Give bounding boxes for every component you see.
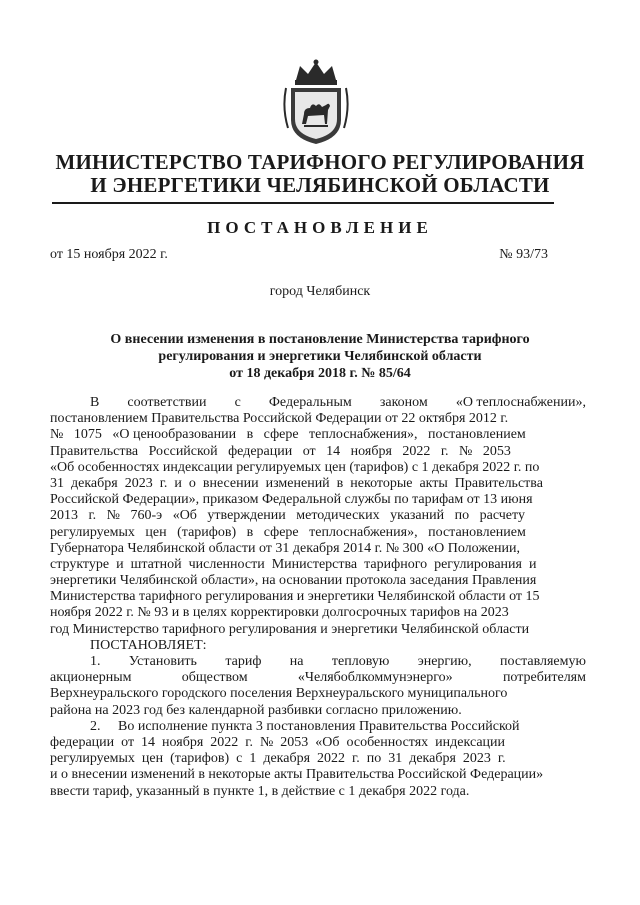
paragraph-1-line: Правительства Российской федерации от 14 ноября 2022 г. № 2053 bbox=[50, 443, 511, 459]
paragraph-1-line: структуре и штатной численности Министерства тарифного регулирования и bbox=[50, 556, 537, 572]
document-title bbox=[80, 331, 560, 382]
document-body bbox=[50, 395, 586, 800]
item-1-line: Верхнеуральского городского поселения Верхнеуральского муниципального bbox=[50, 686, 508, 702]
word: на bbox=[289, 654, 304, 669]
item-2-first-line: 2. Во исполнение пункта 3 постановления Правительства Российской bbox=[90, 718, 520, 734]
paragraph-1-line: энергетики Челябинской области», на основании протокола заседания Правления bbox=[50, 573, 537, 589]
paragraph-1-line: 31 декабря 2023 г. и о внесении изменений в некоторые акты Правительства bbox=[50, 475, 543, 491]
word: соответствии bbox=[127, 395, 207, 410]
title-line: от 18 декабря 2018 г. № 85/64 bbox=[229, 366, 411, 381]
paragraph-1-line: постановлением Правительства Российской Федерации от 22 октября 2012 г. bbox=[50, 411, 509, 427]
paragraph-1-line: регулируемых цен (тарифов) в сфере теплоснабжения», постановлением bbox=[50, 524, 526, 540]
ministry-name-line2: И ЭНЕРГЕТИКИ ЧЕЛЯБИНСКОЙ ОБЛАСТИ bbox=[90, 173, 550, 197]
word: акционерным bbox=[50, 670, 132, 686]
coat-of-arms-icon bbox=[282, 58, 350, 146]
item-2-line: регулируемых цен (тарифов) с 1 декабря 2022 г. по 31 декабря 2023 г. bbox=[50, 751, 506, 767]
paragraph-1-line: «Об особенностях индексации регулируемых цен (тарифов) с 1 декабря 2022 г. по bbox=[50, 459, 540, 475]
word: «О теплоснабжении», bbox=[455, 395, 586, 410]
header-divider bbox=[52, 202, 554, 204]
word: Установить bbox=[128, 654, 197, 669]
resolves-heading: ПОСТАНОВЛЯЕТ: bbox=[90, 637, 207, 653]
paragraph-1-line: ноября 2022 г. № 93 и в целях корректировки долгосрочных тарифов на 2023 bbox=[50, 605, 509, 621]
word: тариф bbox=[225, 654, 262, 669]
document-date: от 15 ноября 2022 г. bbox=[50, 247, 168, 262]
ministry-name-line1: МИНИСТЕРСТВО ТАРИФНОГО РЕГУЛИРОВАНИЯ bbox=[55, 150, 585, 174]
word: 1. bbox=[90, 654, 101, 669]
word: поставляемую bbox=[500, 654, 586, 669]
item-2-line: и о внесении изменений в некоторые акты Правительства Российской Федерации» bbox=[50, 767, 544, 783]
document-type: ПОСТАНОВЛЕНИЕ bbox=[207, 218, 433, 237]
word: с bbox=[234, 395, 241, 410]
word: законом bbox=[379, 395, 428, 410]
word: обществом bbox=[181, 670, 248, 686]
word: энергию, bbox=[417, 654, 472, 669]
word: Федеральным bbox=[268, 395, 352, 410]
word: В bbox=[90, 395, 100, 410]
word: потребителям bbox=[502, 670, 586, 686]
item-2-line: ввести тариф, указанный в пункте 1, в действие с 1 декабря 2022 года. bbox=[50, 783, 470, 799]
word: тепловую bbox=[331, 654, 390, 669]
item-1-line: района на 2023 год без календарной разбивки согласно приложению. bbox=[50, 702, 462, 718]
paragraph-1-line: № 1075 «О ценообразовании в сфере теплоснабжения», постановлением bbox=[50, 427, 526, 443]
paragraph-1-line: Министерства тарифного регулирования и энергетики Челябинской области от 15 bbox=[50, 589, 540, 605]
title-line: регулирования и энергетики Челябинской области bbox=[158, 349, 482, 364]
document-city: город Челябинск bbox=[269, 284, 371, 299]
item-1-first-line bbox=[50, 654, 586, 670]
paragraph-1-line: Российской Федерации», приказом Федеральной службы по тарифам от 13 июня bbox=[50, 492, 533, 508]
paragraph-1-line: 2013 г. № 760-э «Об утверждении методических указаний по расчету bbox=[50, 508, 525, 524]
document-number: № 93/73 bbox=[499, 247, 548, 262]
paragraph-1-line: Губернатора Челябинской области от 31 декабря 2014 г. № 300 «О Положении, bbox=[50, 540, 520, 556]
item-2-line: федерации от 14 ноября 2022 г. № 2053 «Об особенностях индексации bbox=[50, 734, 506, 750]
paragraph-1-first-line bbox=[50, 395, 586, 411]
word: «Челябоблкоммунэнерго» bbox=[297, 670, 453, 686]
item-1-second-line bbox=[50, 670, 586, 686]
paragraph-1-line: год Министерство тарифного регулирования и энергетики Челябинской области bbox=[50, 621, 530, 637]
title-line: О внесении изменения в постановление Министерства тарифного bbox=[110, 332, 530, 347]
